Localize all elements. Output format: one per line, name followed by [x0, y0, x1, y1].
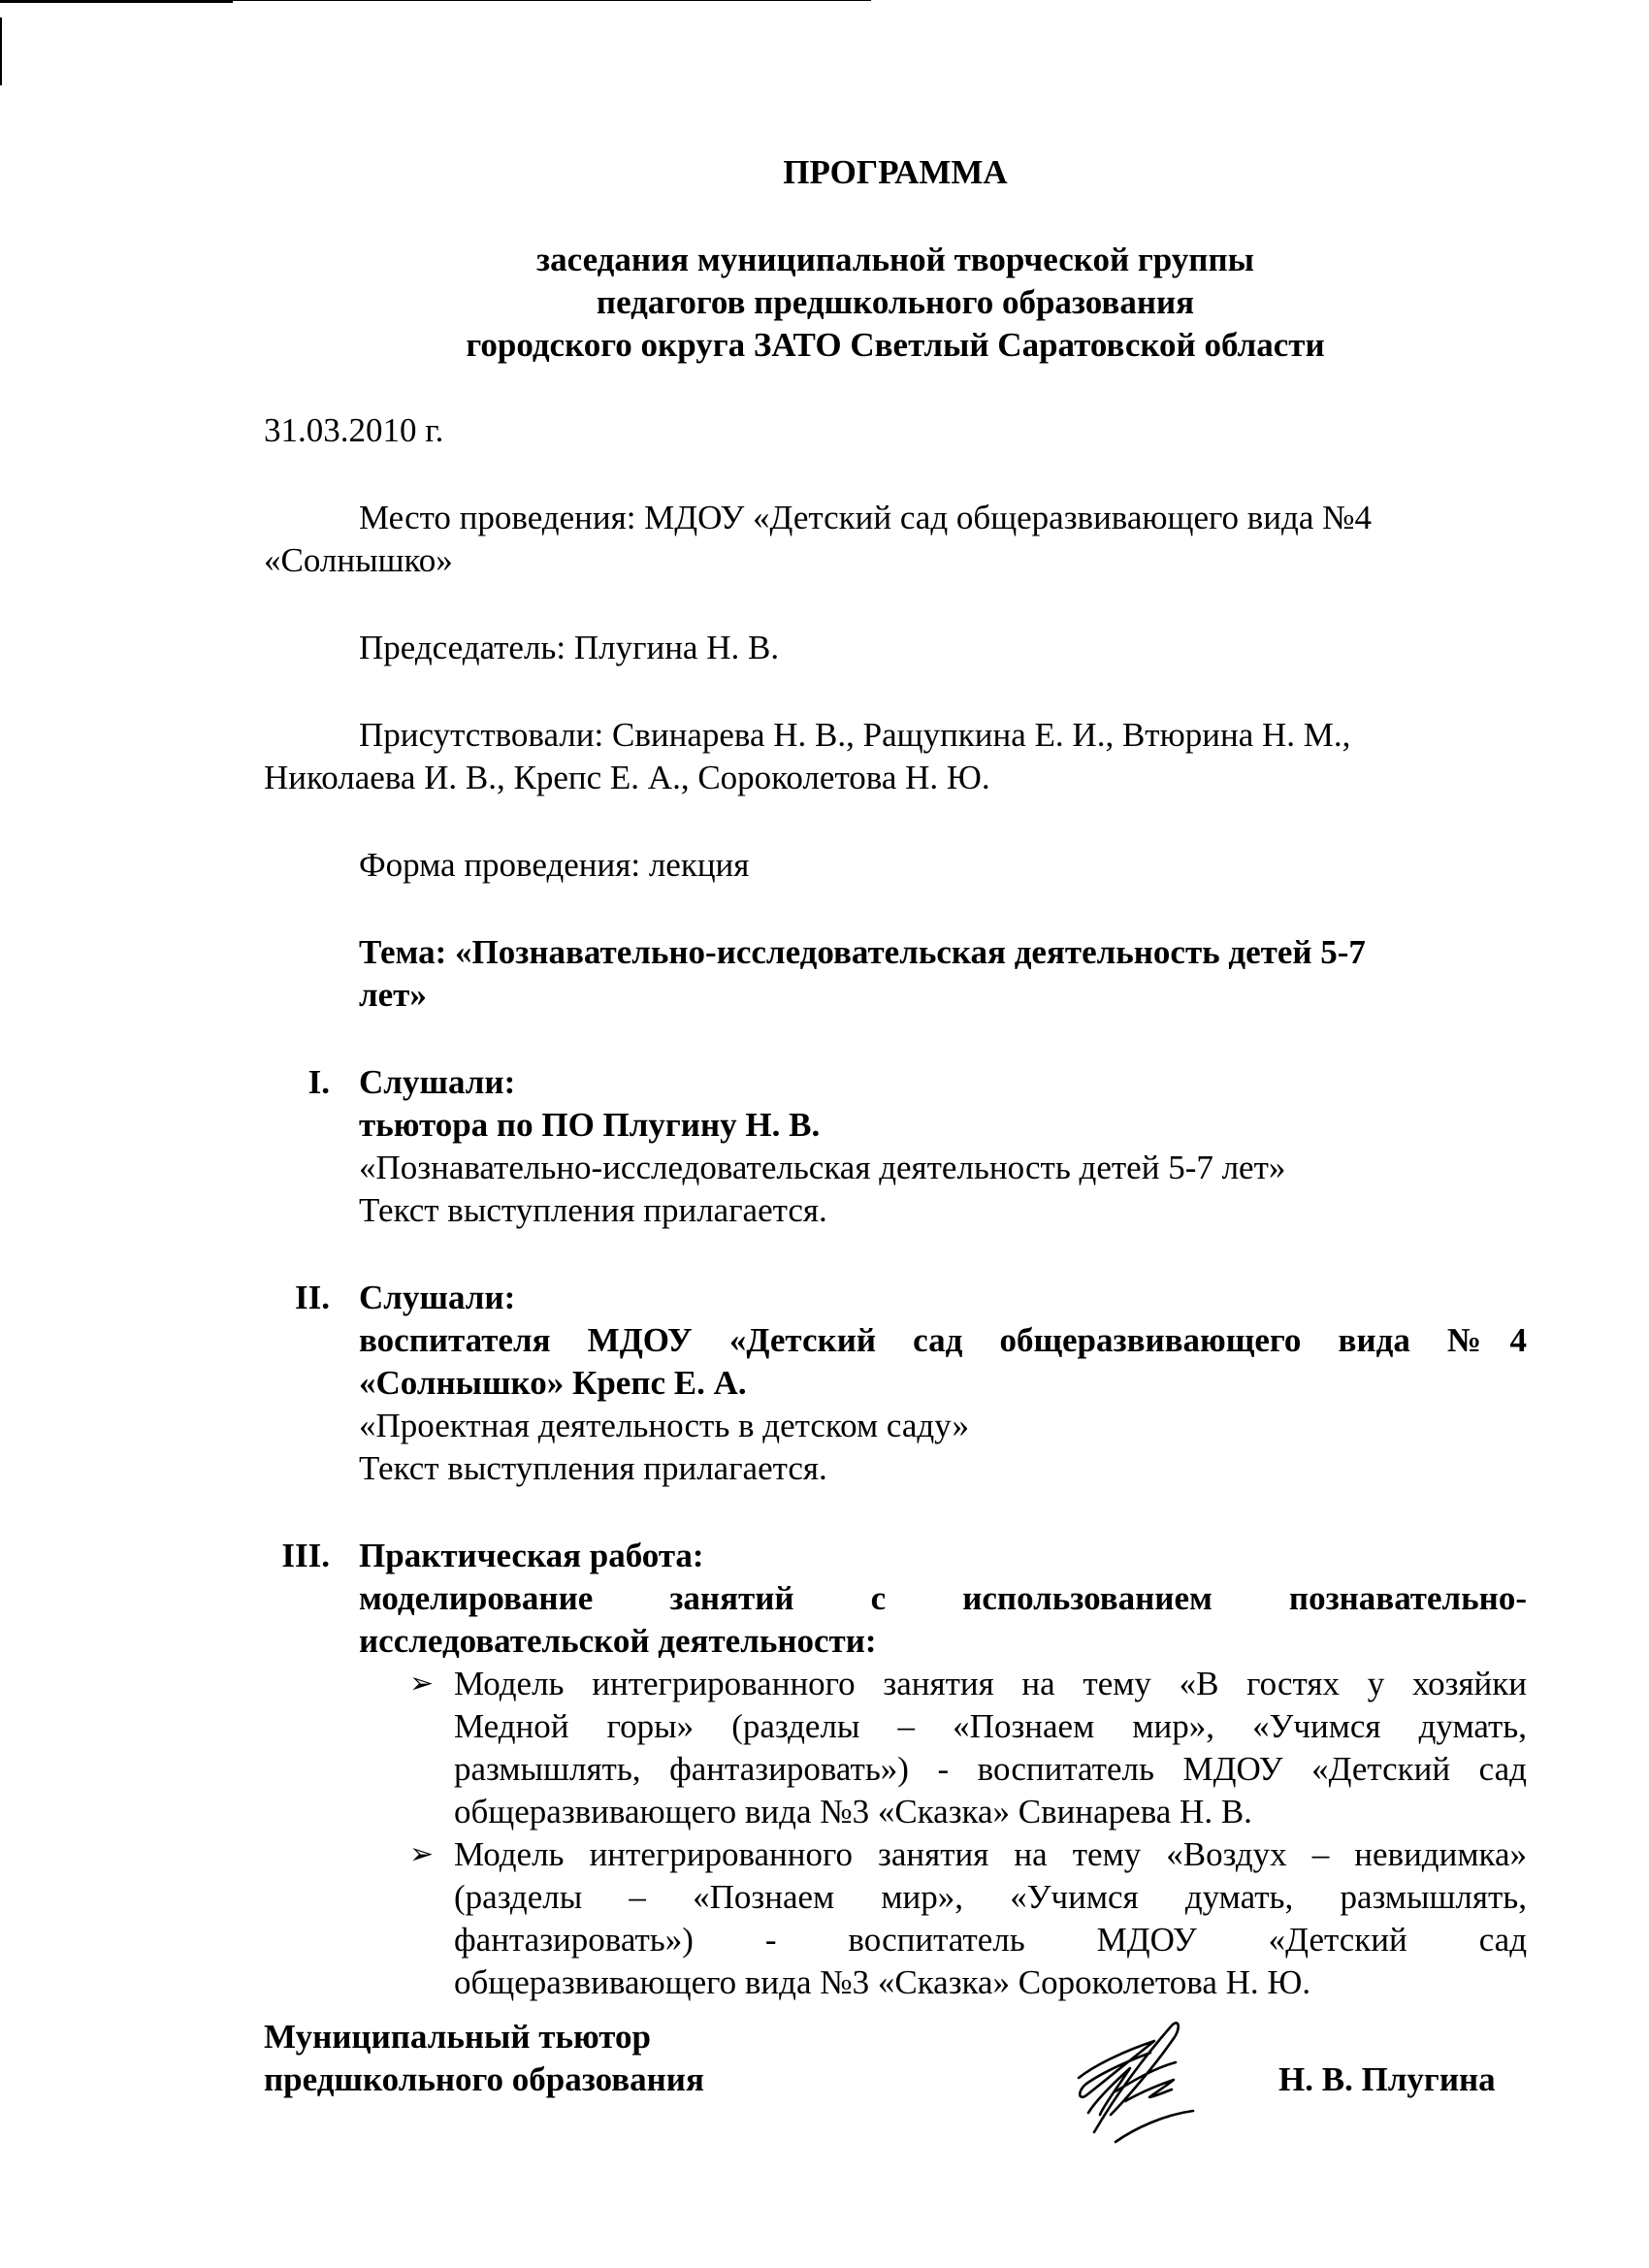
arrow-bullet-icon: ➢	[409, 1838, 435, 1870]
handwritten-signature	[1057, 2008, 1212, 2144]
topic-cont: лет»	[359, 976, 427, 1014]
list-item-line: общеразвивающего вида №3 «Сказка» Свинарева Н. В.	[454, 1793, 1252, 1831]
section-heading: Практическая работа:	[359, 1537, 704, 1574]
talk-title: «Проектная деятельность в детском саду»	[359, 1407, 970, 1444]
section-heading: Слушали:	[359, 1279, 516, 1316]
subtitle-line: педагогов предшкольного образования	[596, 283, 1195, 321]
talk-note: Текст выступления прилагается.	[359, 1191, 827, 1229]
arrow-bullet-icon: ➢	[409, 1668, 435, 1700]
list-item-line: (разделы – «Познаем мир», «Учимся думать, размышлять,	[454, 1878, 1527, 1916]
list-item-line: Медной горы» (разделы – «Познаем мир», «Учимся думать,	[454, 1707, 1527, 1745]
scan-edge	[47, 0, 871, 1]
section-number: I.	[307, 1063, 330, 1101]
section-subheading: моделирование занятий с использованием познавательно-	[359, 1579, 1527, 1617]
list-item-line: фантазировать») - воспитатель МДОУ «Детский сад	[454, 1921, 1527, 1959]
signatory-name: Н. В. Плугина	[1278, 2060, 1496, 2098]
section-number: III.	[281, 1537, 330, 1574]
chair: Председатель: Плугина Н. В.	[359, 629, 780, 666]
list-item-line: общеразвивающего вида №3 «Сказка» Сороколетова Н. Ю.	[454, 1963, 1311, 2001]
talk-title: «Познавательно-исследовательская деятельность детей 5-7 лет»	[359, 1149, 1286, 1186]
subtitle-line: заседания муниципальной творческой группы	[536, 241, 1254, 278]
list-item-line: размышлять, фантазировать») - воспитатель МДОУ «Детский сад	[454, 1750, 1527, 1788]
venue: Место проведения: МДОУ «Детский сад общеразвивающего вида №4	[359, 499, 1373, 536]
list-item-line: Модель интегрированного занятия на тему «В гостях у хозяйки	[454, 1665, 1527, 1702]
signatory-position-cont: предшкольного образования	[264, 2060, 704, 2098]
meeting-date: 31.03.2010 г.	[264, 411, 444, 449]
list-item-line: Модель интегрированного занятия на тему «Воздух – невидимка»	[454, 1835, 1527, 1873]
subtitle-line: городского округа ЗАТО Светлый Саратовской области	[466, 326, 1325, 364]
attendees: Присутствовали: Свинарева Н. В., Ращупкина Е. И., Втюрина Н. М.,	[359, 716, 1351, 754]
scan-edge	[0, 17, 2, 85]
meeting-format: Форма проведения: лекция	[359, 846, 750, 884]
speaker: воспитателя МДОУ «Детский сад общеразвивающего вида №4	[359, 1321, 1527, 1359]
section-number: II.	[295, 1279, 330, 1316]
speaker-cont: «Солнышко» Крепс Е. А.	[359, 1364, 747, 1402]
section-subheading-cont: исследовательской деятельности:	[359, 1622, 877, 1660]
speaker: тьютора по ПО Плугину Н. В.	[359, 1106, 821, 1144]
signatory-position: Муниципальный тьютор	[264, 2018, 651, 2056]
document-title: ПРОГРАММА	[783, 153, 1008, 191]
venue-cont: «Солнышко»	[264, 541, 453, 579]
topic: Тема: «Познавательно-исследовательская деятельность детей 5-7	[359, 933, 1366, 971]
section-heading: Слушали:	[359, 1063, 516, 1101]
talk-note: Текст выступления прилагается.	[359, 1449, 827, 1487]
attendees-cont: Николаева И. В., Крепс Е. А., Сороколетова Н. Ю.	[264, 759, 990, 796]
